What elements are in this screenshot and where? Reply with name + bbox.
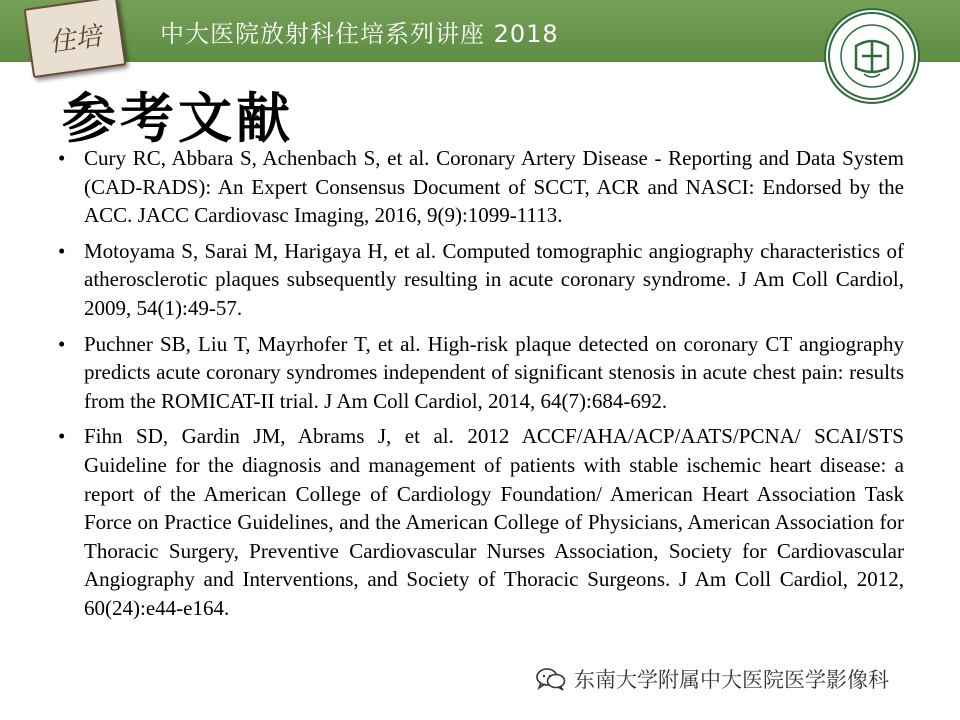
- bullet-icon: •: [58, 424, 66, 449]
- bullet-icon: •: [58, 238, 66, 263]
- hospital-logo: [824, 8, 920, 104]
- reference-text: Cury RC, Abbara S, Achenbach S, et al. Coronary Artery Disease - Reporting and Data System (CAD-RADS): An Expert Consensus Document of SCCT, ACR and NASCI: Endorsed by the ACC. JACC Cardiovasc Imaging, 2016, 9(9):1099-1113.: [84, 146, 904, 228]
- reference-text: Fihn SD, Gardin JM, Abrams J, et al. 2012 ACCF/AHA/ACP/AATS/PCNA/ SCAI/STS Guideline for the diagnosis and management of patients with stable ischemic heart disease: a report of the American College of Cardiology Foundation/ American Heart Association Task Force on Practice Guidelines, and the American College of Physicians, American Association for Thoracic Surgery, Preventive Cardiovascular Nurses Association, Society for Cardiovascular Angiography and Interventions, and Society of Thoracic Surgeons. J Am Coll Cardiol, 2012, 60(24):e44-e164.: [84, 424, 904, 620]
- reference-text: Motoyama S, Sarai M, Harigaya H, et al. Computed tomographic angiography characteristics of atherosclerotic plaques subsequently resulting in acute coronary syndrome. J Am Coll Cardiol, 2009, 54(1):49-57.: [84, 238, 904, 320]
- bullet-icon: •: [58, 146, 66, 170]
- reference-item-4: [58, 422, 904, 622]
- reference-item-1: [58, 144, 904, 230]
- stamp-text: 住培: [47, 21, 104, 58]
- residency-stamp-logo: [24, 0, 127, 78]
- wechat-icon: [536, 667, 566, 691]
- watermark-text: 东南大学附属中大医院医学影像科: [574, 668, 889, 692]
- hospital-seal-icon: [826, 10, 918, 102]
- wechat-watermark: [536, 664, 889, 694]
- header-bar: [0, 0, 960, 62]
- reference-item-3: [58, 330, 904, 416]
- page-title: 参考文献: [62, 87, 294, 150]
- header-title: 中大医院放射科住培系列讲座 2018: [160, 20, 559, 48]
- reference-item-2: [58, 237, 904, 323]
- bullet-icon: •: [58, 331, 66, 356]
- reference-list: [58, 144, 904, 630]
- reference-text: Puchner SB, Liu T, Mayrhofer T, et al. High-risk plaque detected on coronary CT angiography predicts acute coronary syndromes independent of significant stenosis in acute chest pain: results from the ROMICAT-II trial. J Am Coll Cardiol, 2014, 64(7):684-692.: [84, 331, 904, 413]
